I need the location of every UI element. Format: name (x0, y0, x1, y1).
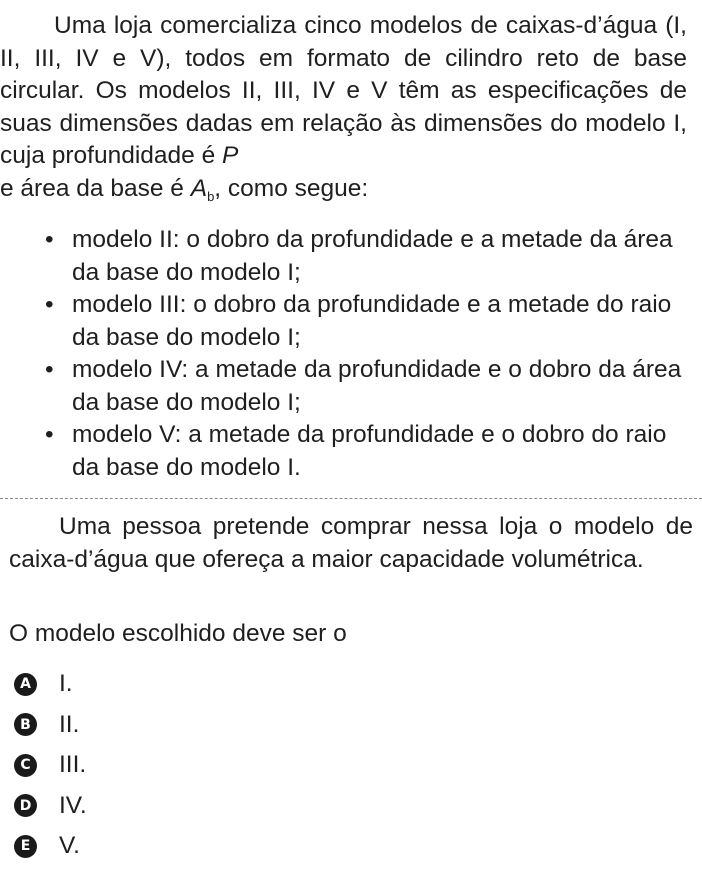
bullet-icon: • (45, 421, 54, 448)
option-text[interactable]: I. (59, 670, 73, 698)
intro-and-text: e área da base é (0, 174, 184, 202)
spec-text: modelo III: o dobro da profundidade e a metade do raio da base do modelo I; (72, 291, 672, 351)
base-area-symbol: A (190, 174, 208, 202)
option-text[interactable]: II. (59, 710, 80, 738)
spec-item-model-v (45, 419, 687, 484)
model-spec-list (45, 224, 687, 484)
option-letter-b-icon[interactable]: B (14, 713, 37, 736)
bullet-icon: • (45, 291, 54, 318)
option-text[interactable]: III. (59, 751, 87, 779)
option-text[interactable]: IV. (59, 791, 87, 819)
bullet-icon: • (45, 226, 54, 253)
intro-last-line (0, 173, 687, 206)
answer-options (14, 664, 87, 867)
option-letter-c-icon[interactable]: C (14, 754, 37, 777)
base-area-subscript: b (207, 188, 215, 204)
bullet-icon: • (45, 356, 54, 383)
spec-text: modelo IV: a metade da profundidade e o dobro da área da base do modelo I; (72, 356, 682, 416)
spec-item-model-iv (45, 354, 687, 419)
dashed-divider (0, 498, 702, 499)
intro-end-text: , como segue: (214, 174, 369, 202)
option-letter-d-icon[interactable]: D (14, 794, 37, 817)
option-e[interactable] (14, 826, 87, 867)
option-d[interactable] (14, 786, 87, 827)
option-text[interactable]: V. (59, 832, 80, 860)
spec-text: modelo V: a metade da profundidade e o dobro do raio da base do modelo I. (72, 421, 667, 481)
question-prompt: O modelo escolhido deve ser o (9, 620, 347, 647)
spec-text: modelo II: o dobro da profundidade e a metade da área da base do modelo I; (72, 226, 673, 286)
spec-item-model-iii (45, 289, 687, 354)
option-letter-a-icon[interactable]: A (14, 673, 37, 696)
option-a[interactable] (14, 664, 87, 705)
option-b[interactable] (14, 705, 87, 746)
option-c[interactable] (14, 745, 87, 786)
depth-symbol: P (222, 142, 239, 169)
question-text: Uma pessoa pretende comprar nessa loja o modelo de caixa-d’água que ofereça a maior capacidade volumétrica. (9, 513, 693, 573)
spec-item-model-ii (45, 224, 687, 289)
option-letter-e-icon[interactable]: E (14, 835, 37, 858)
intro-paragraph (0, 10, 687, 205)
intro-text: Uma loja comercializa cinco modelos de caixas-d’água (I, II, III, IV e V), todos em formato de cilindro reto de base circular. Os modelos II, III, IV e V têm as especificações de suas dimensões dadas em relação às dimensões do modelo I, cuja profundidade é (0, 12, 687, 169)
